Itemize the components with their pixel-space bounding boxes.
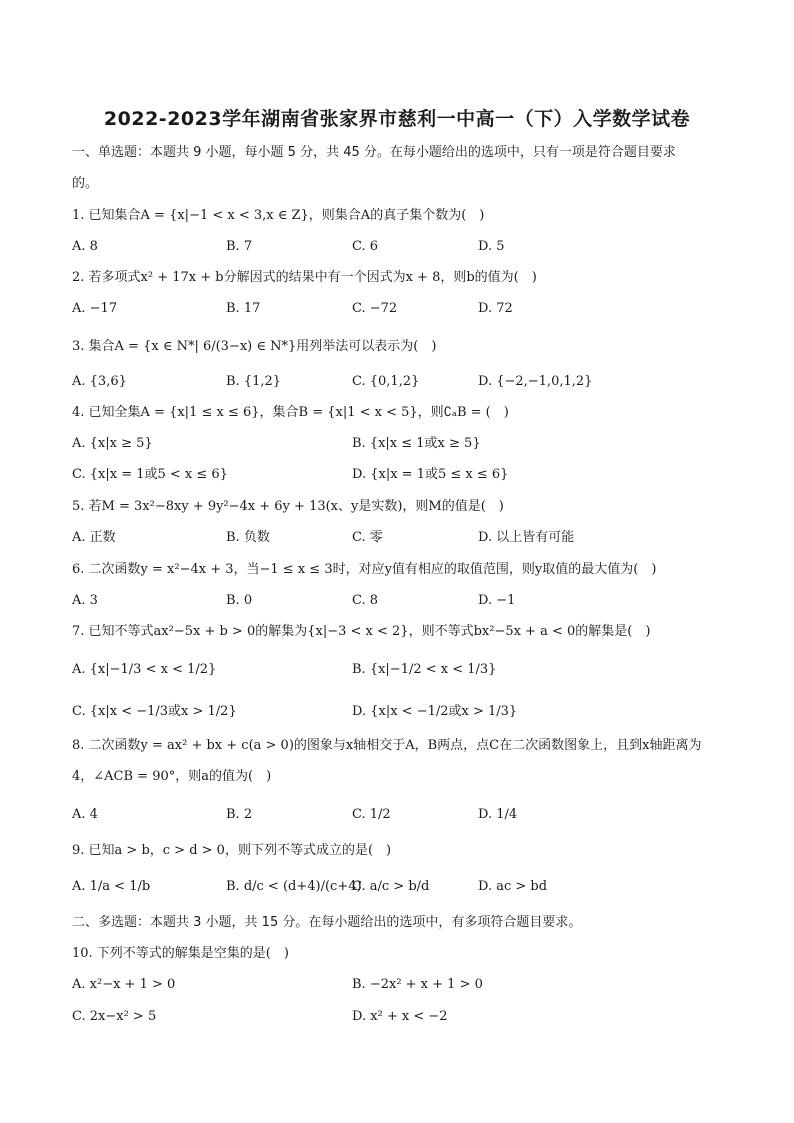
- question-2-stem: 2. 若多项式x² + 17x + b分解因式的结果中有一个因式为x + 8，则b的值为( ): [72, 270, 537, 285]
- question-10-option-d: D. x² + x < −2: [352, 1009, 448, 1024]
- question-8-option-a: A. 4: [72, 807, 98, 822]
- question-5-option-c: C. 零: [352, 530, 383, 545]
- question-10-option-b: B. −2x² + x + 1 > 0: [352, 977, 483, 992]
- section1-header-line2: 的。: [72, 176, 99, 191]
- question-2-option-c: C. −72: [352, 301, 398, 316]
- section1-header-line1: 一、单选题：本题共 9 小题，每小题 5 分，共 45 分。在每小题给出的选项中，只有一项是符合题目要求: [72, 145, 676, 160]
- question-6-option-c: C. 8: [352, 593, 379, 608]
- question-1-option-c: C. 6: [352, 239, 379, 254]
- question-1-option-a: A. 8: [72, 239, 98, 254]
- question-6-option-a: A. 3: [72, 593, 98, 608]
- question-4-option-c: C. {x|x = 1或5 < x ≤ 6}: [72, 467, 228, 482]
- question-9-option-c: C. a/c > b/d: [352, 879, 430, 894]
- question-3-option-d: D. {−2,−1,0,1,2}: [478, 374, 593, 389]
- question-9-option-a: A. 1/a < 1/b: [72, 879, 151, 894]
- question-10-option-c: C. 2x−x² > 5: [72, 1009, 157, 1024]
- question-1-stem: 1. 已知集合A = {x|−1 < x < 3,x ∈ Z}，则集合A的真子集个数为( ): [72, 208, 485, 223]
- question-10-stem: 10. 下列不等式的解集是空集的是( ): [72, 946, 289, 961]
- question-8-option-b: B. 2: [226, 807, 253, 822]
- question-3-option-c: C. {0,1,2}: [352, 374, 420, 389]
- section2-header: 二、多选题：本题共 3 小题，共 15 分。在每小题给出的选项中，有多项符合题目要求。: [72, 915, 582, 930]
- question-4-option-b: B. {x|x ≤ 1或x ≥ 5}: [352, 436, 481, 451]
- question-4-stem: 4. 已知全集A = {x|1 ≤ x ≤ 6}，集合B = {x|1 < x < 5}，则∁ₐB = ( ): [72, 405, 509, 420]
- question-3-stem: 3. 集合A = {x ∈ N*| 6/(3−x) ∈ N*}用列举法可以表示为( ): [72, 339, 437, 354]
- question-4-option-a: A. {x|x ≥ 5}: [72, 436, 153, 451]
- question-6-stem: 6. 二次函数y = x²−4x + 3，当−1 ≤ x ≤ 3时，对应y值有相应的取值范围，则y取值的最大值为( ): [72, 562, 657, 577]
- exam-title: 2022-2023学年湖南省张家界市慈利一中高一（下）入学数学试卷: [103, 108, 691, 130]
- question-9-option-b: B. d/c < (d+4)/(c+4): [226, 879, 362, 894]
- question-1-option-d: D. 5: [478, 239, 505, 254]
- question-7-option-d: D. {x|x < −1/2或x > 1/3}: [352, 704, 518, 719]
- question-10-option-a: A. x²−x + 1 > 0: [72, 977, 176, 992]
- question-7-option-b: B. {x|−1/2 < x < 1/3}: [352, 662, 497, 677]
- question-4-option-d: D. {x|x = 1或5 ≤ x ≤ 6}: [352, 467, 509, 482]
- question-9-stem: 9. 已知a > b，c > d > 0，则下列不等式成立的是( ): [72, 843, 392, 858]
- question-8-stem: 8. 二次函数y = ax² + bx + c(a > 0)的图象与x轴相交于A，B两点，点C在二次函数图象上，且到x轴距离为: [72, 738, 702, 753]
- question-5-stem: 5. 若M = 3x²−8xy + 9y²−4x + 6y + 13(x、y是实数)，则M的值是( ): [72, 499, 504, 514]
- question-6-option-b: B. 0: [226, 593, 253, 608]
- question-6-option-d: D. −1: [478, 593, 516, 608]
- question-5-option-a: A. 正数: [72, 530, 116, 545]
- question-7-option-c: C. {x|x < −1/3或x > 1/2}: [72, 704, 237, 719]
- question-9-option-d: D. ac > bd: [478, 879, 548, 894]
- question-3-option-a: A. {3,6}: [72, 374, 127, 389]
- question-7-stem: 7. 已知不等式ax²−5x + b > 0的解集为{x|−3 < x < 2}，则不等式bx²−5x + a < 0的解集是( ): [72, 624, 651, 639]
- question-2-option-a: A. −17: [72, 301, 118, 316]
- question-2-option-d: D. 72: [478, 301, 513, 316]
- question-8-option-d: D. 1/4: [478, 807, 518, 822]
- question-7-option-a: A. {x|−1/3 < x < 1/2}: [72, 662, 217, 677]
- question-8-option-c: C. 1/2: [352, 807, 391, 822]
- question-8-stem-line2: 4，∠ACB = 90°，则a的值为( ): [72, 769, 272, 784]
- question-1-option-b: B. 7: [226, 239, 253, 254]
- question-3-option-b: B. {1,2}: [226, 374, 282, 389]
- question-5-option-b: B. 负数: [226, 530, 270, 545]
- question-2-option-b: B. 17: [226, 301, 261, 316]
- question-5-option-d: D. 以上皆有可能: [478, 530, 575, 545]
